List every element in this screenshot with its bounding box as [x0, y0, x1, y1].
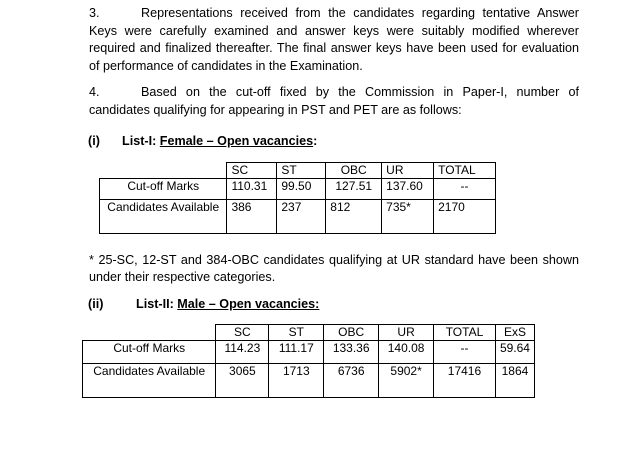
column-header: ExS: [495, 325, 534, 341]
list1-label: (i): [88, 134, 100, 148]
table-row: [83, 341, 535, 364]
table-row: [83, 364, 535, 398]
list2-heading: [136, 297, 319, 311]
column-header: ST: [277, 163, 326, 179]
column-header: SC: [227, 163, 277, 179]
table-cell: 140.08: [379, 341, 434, 364]
list1-heading: [122, 134, 317, 148]
table-cell: 17416: [434, 364, 496, 398]
table-cell: 133.36: [324, 341, 379, 364]
table-cell: 6736: [324, 364, 379, 398]
table-cell: 1713: [269, 364, 324, 398]
footnote: * 25-SC, 12-ST and 384-OBC candidates qualifying at UR standard have been shown under their respective categories.: [89, 253, 579, 284]
list2-table: [82, 324, 535, 398]
row-label: Candidates Available: [100, 200, 227, 234]
table-header-row: [83, 325, 535, 341]
list1-table: [99, 162, 496, 234]
column-header: SC: [216, 325, 269, 341]
column-header: OBC: [326, 163, 382, 179]
table-cell: --: [434, 341, 496, 364]
paragraph-text: Based on the cut-off fixed by the Commission in Paper-I, number of candidates qualifying for appearing in PST and PET are as follows:: [89, 85, 579, 117]
column-header: UR: [379, 325, 434, 341]
table-cell: 114.23: [216, 341, 269, 364]
column-header: TOTAL: [434, 163, 496, 179]
table-cell: 386: [227, 200, 277, 234]
table-cell: 237: [277, 200, 326, 234]
table-cell: 3065: [216, 364, 269, 398]
row-label: Cut-off Marks: [100, 179, 227, 200]
paragraph-text: Representations received from the candidates regarding tentative Answer Keys were carefully examined and answer keys were suitably modified wherever required and finalized thereafter. The final answer keys have been used for evaluation of performance of candidates in the Examination.: [89, 6, 579, 73]
table-row: [100, 179, 496, 200]
list2-title: Male – Open vacancies:: [177, 297, 320, 311]
row-label: Candidates Available: [83, 364, 216, 398]
list1-title: Female – Open vacancies: [159, 134, 314, 148]
row-label: Cut-off Marks: [83, 341, 216, 364]
table-cell: 812: [326, 200, 382, 234]
table-cell: 735*: [382, 200, 434, 234]
paragraph-number: 4.: [89, 85, 100, 99]
column-header: UR: [382, 163, 434, 179]
list2-label: (ii): [88, 297, 104, 311]
table-cell: 5902*: [379, 364, 434, 398]
list1-suffix: :: [313, 134, 318, 148]
paragraph-3: [89, 5, 579, 75]
list1-prefix: List-I:: [122, 134, 157, 148]
list2-prefix: List-II:: [136, 297, 174, 311]
table-cell: 110.31: [227, 179, 277, 200]
table-header-row: [100, 163, 496, 179]
column-header: OBC: [324, 325, 379, 341]
table-corner-cell: [100, 163, 227, 179]
column-header: TOTAL: [434, 325, 496, 341]
table-cell: 59.64: [495, 341, 534, 364]
table-cell: --: [434, 179, 496, 200]
table-corner-cell: [83, 325, 216, 341]
table-cell: 2170: [434, 200, 496, 234]
table-cell: 127.51: [326, 179, 382, 200]
table-cell: 1864: [495, 364, 534, 398]
table-row: [100, 200, 496, 234]
paragraph-4: [89, 84, 579, 119]
table-cell: 137.60: [382, 179, 434, 200]
table-cell: 111.17: [269, 341, 324, 364]
table-cell: 99.50: [277, 179, 326, 200]
paragraph-number: 3.: [89, 6, 100, 20]
column-header: ST: [269, 325, 324, 341]
